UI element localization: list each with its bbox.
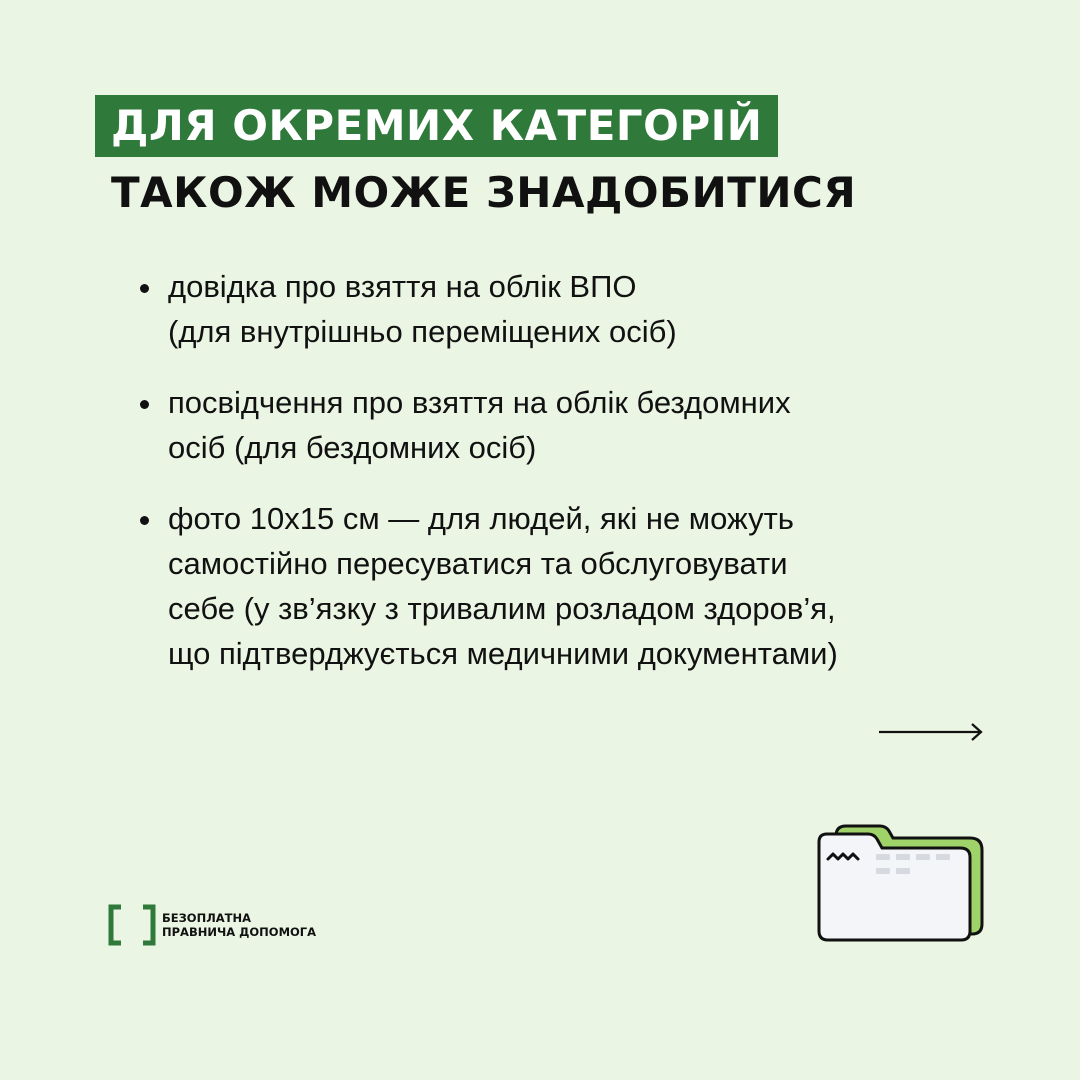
list-item-line: фото 10х15 см — для людей, які не можуть [168, 501, 794, 536]
arrow-right-icon[interactable] [878, 719, 984, 745]
heading-subtitle: ТАКОЖ МОЖЕ ЗНАДОБИТИСЯ [111, 168, 857, 217]
logo-text [162, 911, 316, 939]
heading-highlighted: ДЛЯ ОКРЕМИХ КАТЕГОРІЙ [95, 95, 778, 157]
list-item-line: (для внутрішньо переміщених осіб) [168, 314, 677, 349]
list-item [138, 264, 1008, 354]
list-item-line: довідка про взяття на облік ВПО [168, 269, 637, 304]
folder-icon [814, 822, 986, 946]
list-item [138, 380, 1008, 470]
logo [108, 904, 368, 946]
list-item-line: себе (у зв’язку з тривалим розладом здоров’я, [168, 591, 836, 626]
list-item-line: самостійно пересуватися та обслуговувати [168, 546, 788, 581]
list-item-line: що підтверджується медичними документами) [168, 636, 838, 671]
logo-brackets-icon [108, 904, 156, 946]
requirements-list [138, 264, 1008, 702]
list-item-line: посвідчення про взяття на облік бездомних [168, 385, 791, 420]
logo-text-line2: ПРАВНИЧА ДОПОМОГА [162, 925, 317, 939]
logo-text-line1: БЕЗОПЛАТНА [162, 911, 252, 925]
list-item [138, 496, 1008, 676]
bullet-dot-icon [140, 284, 149, 293]
bullet-dot-icon [140, 400, 149, 409]
list-item-line: осіб (для бездомних осіб) [168, 430, 537, 465]
bullet-dot-icon [140, 516, 149, 525]
